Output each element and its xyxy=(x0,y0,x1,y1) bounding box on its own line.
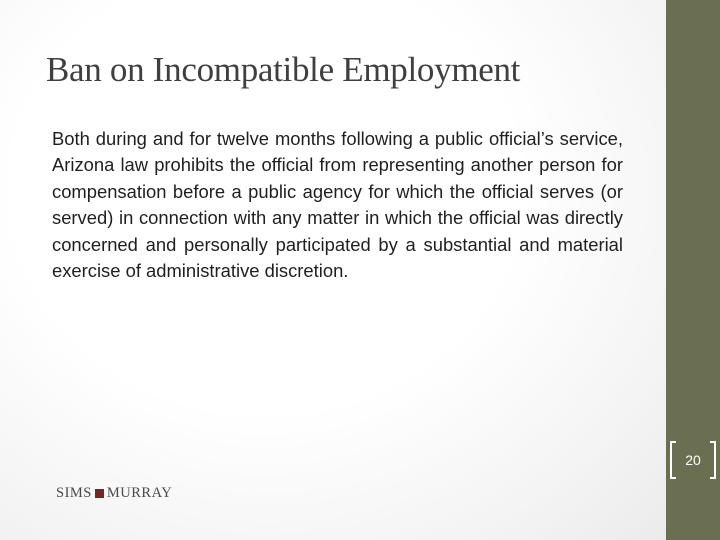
slide-title: Ban on Incompatible Employment xyxy=(46,50,521,89)
page-number: 20 xyxy=(685,452,701,468)
sims-murray-logo xyxy=(56,485,172,501)
logo-left-text: SIMS xyxy=(56,484,92,501)
logo-right-text: MURRAY xyxy=(106,484,173,501)
page-number-box xyxy=(667,440,719,480)
slide-body-text: Both during and for twelve months following a public official’s service, Arizona law prohibits the official from representing another person for compensation before a public agency for which the official serves (or served) in connection with any matter in which the official was directly concerned and personally participated by a substantial and material exercise of administrative discretion. xyxy=(52,128,623,282)
logo-square-icon xyxy=(95,489,104,498)
